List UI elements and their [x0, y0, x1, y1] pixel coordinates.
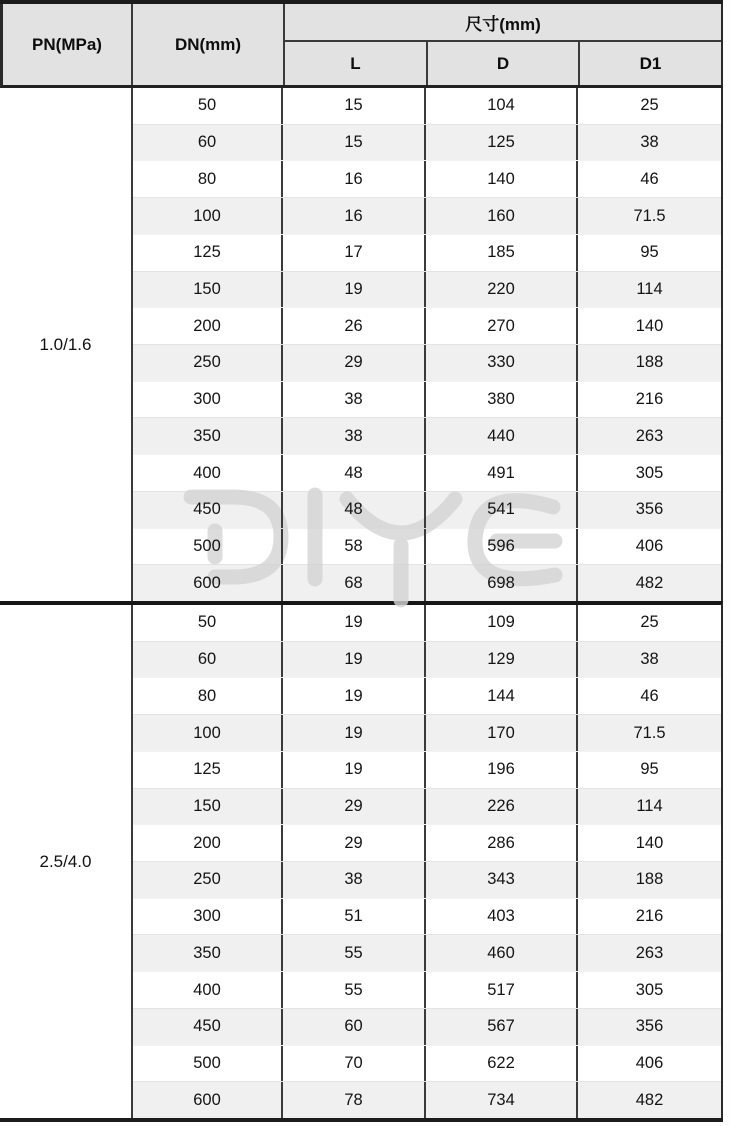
table-row: [133, 1081, 721, 1118]
cell-l: 16: [283, 161, 426, 197]
cell-d1: 305: [635, 980, 664, 999]
table-row: [133, 861, 721, 898]
cell-d1: 46: [640, 169, 659, 188]
cell-d1: 188: [635, 870, 664, 889]
cell-d: 698: [426, 565, 578, 601]
cell-d: 491: [426, 455, 578, 491]
cell-l: 15: [283, 88, 426, 124]
cell-l: 19: [283, 272, 426, 308]
cell-l: 19: [283, 605, 426, 641]
table-row: [133, 88, 721, 124]
cell-d1: 482: [635, 1090, 664, 1109]
cell-d: 622: [426, 1046, 578, 1082]
cell-l: 60: [283, 1009, 426, 1045]
cell-d1: 25: [640, 96, 659, 115]
table-row: [133, 528, 721, 565]
cell-d1: 188: [635, 353, 664, 372]
group-rows: [133, 605, 721, 1118]
cell-dn: 50: [133, 605, 283, 641]
cell-l: 55: [283, 935, 426, 971]
cell-l: 51: [283, 899, 426, 935]
table-header: [0, 4, 723, 88]
table-row: [133, 454, 721, 491]
cell-dn: 300: [133, 382, 283, 418]
cell-dn: 150: [133, 789, 283, 825]
cell-dn: 500: [133, 1046, 283, 1082]
cell-dn: 600: [133, 565, 283, 601]
cell-d: 286: [426, 825, 578, 861]
cell-d1: 140: [635, 833, 664, 852]
table-row: [133, 1008, 721, 1045]
cell-d: 125: [426, 125, 578, 161]
header-d1: D1: [639, 53, 662, 73]
cell-l: 29: [283, 789, 426, 825]
cell-dn: 125: [133, 235, 283, 271]
cell-dn: 600: [133, 1082, 283, 1118]
table-row: [133, 564, 721, 601]
cell-d: 170: [426, 715, 578, 751]
cell-dn: 350: [133, 418, 283, 454]
cell-l: 19: [283, 715, 426, 751]
cell-d1: 46: [640, 686, 659, 705]
table-row: [133, 491, 721, 528]
cell-l: 17: [283, 235, 426, 271]
cell-d1: 356: [635, 1017, 664, 1036]
cell-d1: 406: [635, 536, 664, 555]
cell-dn: 250: [133, 862, 283, 898]
cell-l: 38: [283, 382, 426, 418]
cell-d1: 263: [635, 426, 664, 445]
cell-d1: 71.5: [633, 723, 666, 742]
cell-l: 29: [283, 345, 426, 381]
cell-d: 129: [426, 642, 578, 678]
cell-l: 48: [283, 492, 426, 528]
cell-d1: 482: [635, 573, 664, 592]
cell-dn: 500: [133, 529, 283, 565]
cell-d: 226: [426, 789, 578, 825]
pn-group-2: [0, 601, 723, 1118]
pn-group-1: [0, 88, 723, 601]
cell-d1: 263: [635, 943, 664, 962]
cell-l: 19: [283, 678, 426, 714]
cell-dn: 100: [133, 715, 283, 751]
table-row: [133, 971, 721, 1008]
cell-dn: 80: [133, 161, 283, 197]
pn-cell: 2.5/4.0: [0, 605, 133, 1118]
cell-l: 19: [283, 752, 426, 788]
cell-l: 58: [283, 529, 426, 565]
cell-dn: 300: [133, 899, 283, 935]
cell-l: 48: [283, 455, 426, 491]
table-row: [133, 1045, 721, 1082]
table-row: [133, 788, 721, 825]
cell-d1: 38: [640, 650, 659, 669]
header-d: D: [428, 42, 580, 85]
cell-d: 380: [426, 382, 578, 418]
cell-dn: 450: [133, 1009, 283, 1045]
cell-l: 38: [283, 862, 426, 898]
cell-d: 440: [426, 418, 578, 454]
cell-d1: 140: [635, 316, 664, 335]
cell-d: 144: [426, 678, 578, 714]
cell-l: 29: [283, 825, 426, 861]
header-size-subrow: [285, 42, 721, 85]
table-row: [133, 641, 721, 678]
cell-dn: 60: [133, 642, 283, 678]
table-row: [133, 271, 721, 308]
cell-d: 140: [426, 161, 578, 197]
group-rows: [133, 88, 721, 601]
cell-d: 196: [426, 752, 578, 788]
header-pn: PN(MPa): [3, 4, 133, 85]
cell-d: 567: [426, 1009, 578, 1045]
cell-d: 403: [426, 899, 578, 935]
cell-d1: 25: [640, 613, 659, 632]
table-row: [133, 714, 721, 751]
header-size-group: [285, 4, 721, 85]
table-row: [133, 307, 721, 344]
cell-l: 19: [283, 642, 426, 678]
cell-d: 160: [426, 198, 578, 234]
cell-d: 517: [426, 972, 578, 1008]
cell-d: 109: [426, 605, 578, 641]
cell-l: 38: [283, 418, 426, 454]
table-row: [133, 934, 721, 971]
cell-d1: 71.5: [633, 206, 666, 225]
table-row: [133, 677, 721, 714]
table-row: [133, 234, 721, 271]
cell-d1: 216: [635, 907, 664, 926]
cell-l: 70: [283, 1046, 426, 1082]
table-row: [133, 381, 721, 418]
cell-dn: 125: [133, 752, 283, 788]
cell-dn: 100: [133, 198, 283, 234]
cell-d: 330: [426, 345, 578, 381]
cell-d: 541: [426, 492, 578, 528]
cell-dn: 200: [133, 825, 283, 861]
table-row: [133, 751, 721, 788]
cell-d1: 95: [640, 760, 659, 779]
table-row: [133, 824, 721, 861]
cell-dn: 350: [133, 935, 283, 971]
cell-d: 596: [426, 529, 578, 565]
cell-l: 78: [283, 1082, 426, 1118]
cell-dn: 150: [133, 272, 283, 308]
cell-d1: 305: [635, 463, 664, 482]
header-l: L: [285, 42, 428, 85]
cell-dn: 250: [133, 345, 283, 381]
pn-cell: 1.0/1.6: [0, 88, 133, 601]
cell-l: 55: [283, 972, 426, 1008]
cell-d: 734: [426, 1082, 578, 1118]
cell-dn: 60: [133, 125, 283, 161]
cell-d1: 406: [635, 1053, 664, 1072]
table-row: [133, 197, 721, 234]
cell-l: 68: [283, 565, 426, 601]
cell-dn: 450: [133, 492, 283, 528]
cell-d: 343: [426, 862, 578, 898]
table-row: [133, 417, 721, 454]
cell-d: 185: [426, 235, 578, 271]
cell-d: 460: [426, 935, 578, 971]
cell-dn: 50: [133, 88, 283, 124]
cell-dn: 400: [133, 972, 283, 1008]
cell-d1: 216: [635, 390, 664, 409]
cell-d: 270: [426, 308, 578, 344]
cell-dn: 80: [133, 678, 283, 714]
cell-l: 15: [283, 125, 426, 161]
header-dn: DN(mm): [133, 4, 285, 85]
cell-d1: 95: [640, 243, 659, 262]
table-row: [133, 605, 721, 641]
cell-d: 104: [426, 88, 578, 124]
cell-d1: 114: [636, 796, 663, 815]
table-row: [133, 160, 721, 197]
cell-l: 26: [283, 308, 426, 344]
table-row: [133, 124, 721, 161]
cell-d1: 356: [635, 500, 664, 519]
table-row: [133, 344, 721, 381]
cell-d1: 114: [636, 279, 663, 298]
cell-dn: 200: [133, 308, 283, 344]
table-row: [133, 898, 721, 935]
cell-dn: 400: [133, 455, 283, 491]
cell-d1: 38: [640, 133, 659, 152]
cell-l: 16: [283, 198, 426, 234]
cell-d: 220: [426, 272, 578, 308]
header-size: 尺寸(mm): [285, 4, 721, 42]
